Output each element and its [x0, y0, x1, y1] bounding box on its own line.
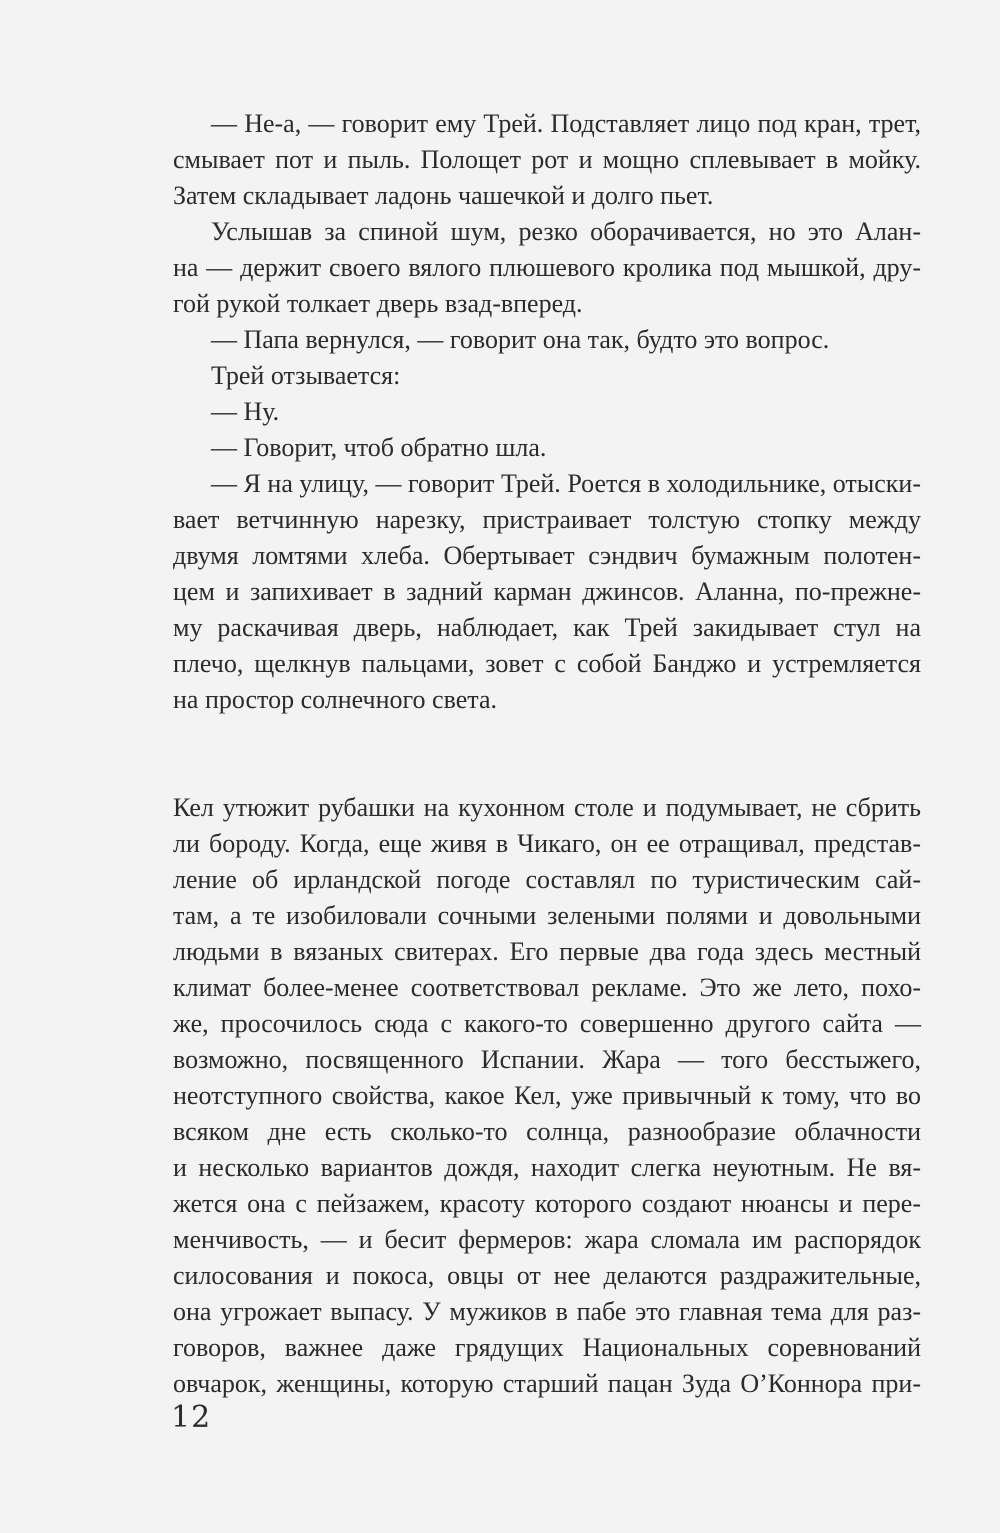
text-line: вает ветчинную нарезку, пристраивает толстую стопку между: [173, 505, 921, 534]
text-line: неотступного свойства, какое Кел, уже привычный к тому, что во: [173, 1081, 921, 1110]
text-line: овчарок, женщины, которую старший пацан Зуда О’Коннора при-: [173, 1369, 921, 1398]
text-line: му раскачивая дверь, наблюдает, как Трей закидывает стул на: [173, 613, 921, 642]
text-line: жется она с пейзажем, красоту которого создают нюансы и пере-: [173, 1189, 921, 1218]
text-line: — Ну.: [211, 397, 280, 426]
text-line: же, просочилось сюда с какого-то совершенно другого сайта —: [173, 1009, 921, 1038]
text-line: возможно, посвященного Испании. Жара — того бесстыжего,: [173, 1045, 921, 1074]
text-line: климат более-менее соответствовал рекламе. Это же лето, похо-: [173, 973, 921, 1002]
text-line: силосования и покоса, овцы от нее делаются раздражительные,: [173, 1261, 921, 1290]
text-line: Затем складывает ладонь чашечкой и долго пьет.: [173, 181, 714, 210]
text-line: там, а те изобиловали сочными зелеными полями и довольными: [173, 901, 921, 930]
text-line: плечо, щелкнув пальцами, зовет с собой Банджо и устремляется: [173, 649, 921, 678]
text-line: и несколько вариантов дождя, находит слегка неуютным. Не вя-: [173, 1153, 921, 1182]
text-line: — Я на улицу, — говорит Трей. Роется в холодильнике, отыски-: [211, 469, 921, 498]
text-line: смывает пот и пыль. Полощет рот и мощно сплевывает в мойку.: [173, 145, 921, 174]
text-line: гой рукой толкает дверь взад-вперед.: [173, 289, 583, 318]
text-line: двумя ломтями хлеба. Обертывает сэндвич бумажным полотен-: [173, 541, 921, 570]
text-line: она угрожает выпасу. У мужиков в пабе это главная тема для раз-: [173, 1297, 921, 1326]
text-line: ление об ирландской погоде составлял по туристическим сай-: [173, 865, 921, 894]
text-line: всяком дне есть сколько-то солнца, разнообразие облачности: [173, 1117, 921, 1146]
text-line: — Не-а, — говорит ему Трей. Подставляет лицо под кран, трет,: [211, 109, 921, 138]
page-number: 12: [171, 1400, 212, 1435]
text-line: Трей отзывается:: [211, 361, 401, 390]
text-line: на — держит своего вялого плюшевого кролика под мышкой, дру-: [173, 253, 921, 282]
text-line: Кел утюжит рубашки на кухонном столе и подумывает, не сбрить: [173, 793, 921, 822]
text-line: говоров, важнее даже грядущих Национальных соревнований: [173, 1333, 921, 1362]
text-line: менчивость, — и бесит фермеров: жара сломала им распорядок: [173, 1225, 921, 1254]
text-line: людьми в вязаных свитерах. Его первые два года здесь местный: [173, 937, 921, 966]
text-line: — Папа вернулся, — говорит она так, будто это вопрос.: [211, 325, 830, 354]
text-line: — Говорит, чтоб обратно шла.: [211, 433, 547, 462]
text-line: цем и запихивает в задний карман джинсов. Аланна, по-прежне-: [173, 577, 921, 606]
text-line: на простор солнечного света.: [173, 685, 497, 714]
text-line: ли бороду. Когда, еще живя в Чикаго, он ее отращивал, представ-: [173, 829, 921, 858]
text-line: Услышав за спиной шум, резко оборачивается, но это Алан-: [211, 217, 921, 246]
